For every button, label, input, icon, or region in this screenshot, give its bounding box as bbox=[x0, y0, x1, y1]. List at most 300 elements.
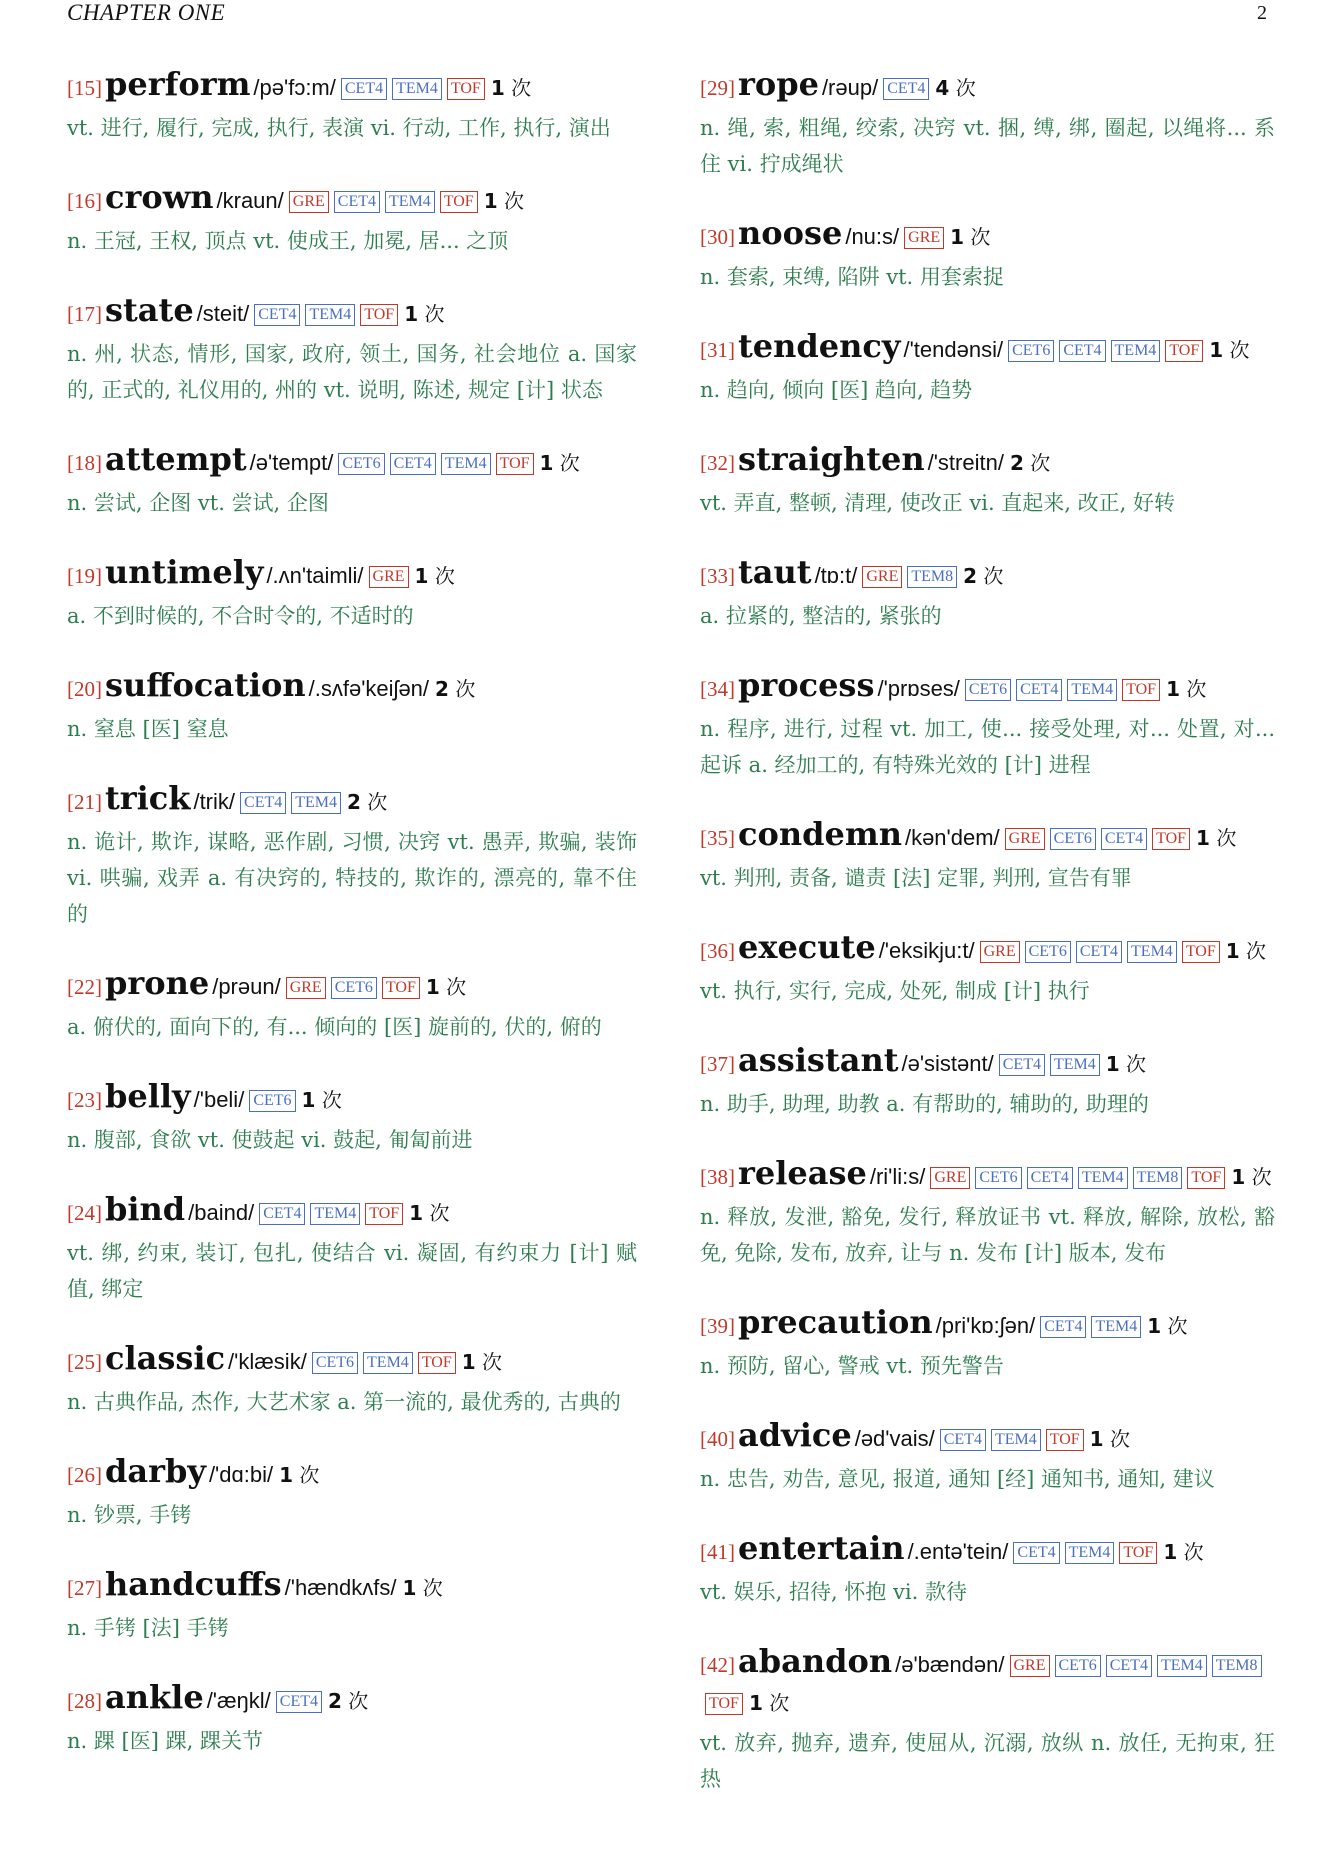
headword: precaution bbox=[738, 1303, 933, 1341]
chapter-title: CHAPTER ONE bbox=[67, 0, 226, 25]
count-unit: 次 bbox=[1109, 1427, 1130, 1451]
entry-index: [23] bbox=[67, 1088, 102, 1112]
headword: belly bbox=[105, 1077, 191, 1115]
occurrence-count bbox=[347, 790, 387, 814]
headword: taut bbox=[738, 553, 812, 591]
vocab-entry bbox=[700, 215, 1275, 295]
entry-index: [37] bbox=[700, 1052, 735, 1076]
phonetic: /'prɒses/ bbox=[877, 676, 960, 701]
entry-headline bbox=[700, 1304, 1275, 1346]
exam-tag: TEM4 bbox=[392, 78, 442, 100]
vocab-entry bbox=[67, 965, 637, 1045]
vocab-entry bbox=[700, 554, 1275, 634]
exam-tag: TEM4 bbox=[991, 1429, 1041, 1451]
exam-tag: TOF bbox=[440, 191, 478, 213]
phonetic: /steit/ bbox=[196, 301, 250, 326]
phonetic: /'streitn/ bbox=[927, 450, 1004, 475]
entry-headline bbox=[67, 1566, 637, 1608]
headword: condemn bbox=[738, 815, 902, 853]
count-number: 1 bbox=[461, 1350, 476, 1374]
exam-tag: GRE bbox=[930, 1167, 970, 1189]
entry-headline bbox=[700, 215, 1275, 257]
entry-index: [38] bbox=[700, 1165, 735, 1189]
count-unit: 次 bbox=[455, 677, 476, 701]
exam-tag: TOF bbox=[1119, 1542, 1157, 1564]
vocab-entry bbox=[700, 328, 1275, 408]
definition: vt. 判刑, 责备, 谴责 [法] 定罪, 判刑, 宣告有罪 bbox=[700, 866, 1132, 890]
entry-headline bbox=[700, 1643, 1275, 1723]
count-unit: 次 bbox=[559, 451, 580, 475]
phonetic: /ə'sistənt/ bbox=[901, 1051, 994, 1076]
exam-tag: TOF bbox=[1122, 679, 1160, 701]
headword: process bbox=[738, 666, 875, 704]
count-number: 1 bbox=[1163, 1540, 1178, 1564]
occurrence-count bbox=[279, 1463, 319, 1487]
exam-tag: TOF bbox=[496, 453, 534, 475]
entry-headline bbox=[67, 1078, 637, 1120]
count-unit: 次 bbox=[1216, 826, 1237, 850]
occurrence-count bbox=[1090, 1427, 1130, 1451]
occurrence-count bbox=[1147, 1314, 1187, 1338]
entry-index: [27] bbox=[67, 1576, 102, 1600]
occurrence-count bbox=[409, 1201, 449, 1225]
vocab-entry bbox=[67, 179, 637, 259]
headword: noose bbox=[738, 214, 843, 252]
exam-tag: GRE bbox=[289, 191, 329, 213]
entry-index: [35] bbox=[700, 826, 735, 850]
headword: untimely bbox=[105, 553, 264, 591]
exam-tag: TOF bbox=[418, 1352, 456, 1374]
definition: a. 不到时候的, 不合时令的, 不适时的 bbox=[67, 604, 414, 628]
exam-tag: TEM4 bbox=[385, 191, 435, 213]
entry-headline bbox=[67, 1191, 637, 1233]
vocab-entry bbox=[67, 1340, 637, 1420]
vocab-entry bbox=[700, 1530, 1275, 1610]
entry-headline bbox=[67, 554, 637, 596]
exam-tag: CET4 bbox=[1013, 1542, 1059, 1564]
count-number: 1 bbox=[1231, 1165, 1246, 1189]
vocab-entry bbox=[67, 667, 637, 747]
definition: vt. 弄直, 整顿, 清理, 使改正 vi. 直起来, 改正, 好转 bbox=[700, 491, 1176, 515]
entry-headline bbox=[700, 929, 1275, 971]
exam-tag: CET4 bbox=[1040, 1316, 1086, 1338]
definition: vt. 绑, 约束, 装订, 包扎, 使结合 vi. 凝固, 有约束力 [计] 赋值, 绑定 bbox=[67, 1241, 637, 1301]
count-unit: 次 bbox=[1126, 1052, 1147, 1076]
occurrence-count bbox=[1209, 338, 1249, 362]
vocab-entry bbox=[700, 816, 1275, 896]
exam-tag: CET4 bbox=[259, 1203, 305, 1225]
entry-headline bbox=[700, 441, 1275, 483]
exam-tag: CET6 bbox=[1050, 828, 1096, 850]
count-number: 1 bbox=[1089, 1427, 1104, 1451]
count-number: 1 bbox=[1147, 1314, 1162, 1338]
headword: ankle bbox=[105, 1678, 204, 1716]
occurrence-count bbox=[462, 1350, 502, 1374]
exam-tag: GRE bbox=[1005, 828, 1045, 850]
exam-tag: CET6 bbox=[975, 1167, 1021, 1189]
occurrence-count bbox=[1226, 939, 1266, 963]
exam-tag: CET4 bbox=[1076, 941, 1122, 963]
exam-tag: CET4 bbox=[940, 1429, 986, 1451]
definition: n. 助手, 助理, 助教 a. 有帮助的, 辅助的, 助理的 bbox=[700, 1092, 1149, 1116]
exam-tag: GRE bbox=[369, 566, 409, 588]
definition: n. 窒息 [医] 窒息 bbox=[67, 717, 229, 741]
vocab-entry bbox=[700, 667, 1275, 783]
headword: handcuffs bbox=[105, 1565, 282, 1603]
entry-index: [24] bbox=[67, 1201, 102, 1225]
entry-index: [18] bbox=[67, 451, 102, 475]
headword: classic bbox=[105, 1339, 226, 1377]
definition: n. 程序, 进行, 过程 vt. 加工, 使... 接受处理, 对... 处置, 对... 起诉 a. 经加工的, 有特殊光效的 [计] 进程 bbox=[700, 717, 1275, 777]
entry-headline bbox=[700, 1042, 1275, 1084]
exam-tag: CET4 bbox=[1027, 1167, 1073, 1189]
count-unit: 次 bbox=[955, 76, 976, 100]
entry-headline bbox=[67, 780, 637, 822]
definition: n. 尝试, 企图 vt. 尝试, 企图 bbox=[67, 491, 329, 515]
exam-tag: CET4 bbox=[341, 78, 387, 100]
vocab-entry bbox=[67, 1191, 637, 1307]
headword: crown bbox=[105, 178, 214, 216]
exam-tag: CET4 bbox=[1016, 679, 1062, 701]
entry-headline bbox=[67, 66, 637, 108]
page-number: 2 bbox=[1257, 2, 1267, 24]
entry-index: [42] bbox=[700, 1653, 735, 1677]
entry-headline bbox=[67, 1340, 637, 1382]
exam-tag: GRE bbox=[862, 566, 902, 588]
definition: vt. 进行, 履行, 完成, 执行, 表演 vi. 行动, 工作, 执行, 演出 bbox=[67, 116, 611, 140]
entry-index: [31] bbox=[700, 338, 735, 362]
occurrence-count bbox=[1163, 1540, 1203, 1564]
headword: perform bbox=[105, 65, 251, 103]
phonetic: /pə'fɔ:m/ bbox=[253, 75, 336, 100]
phonetic: /prəun/ bbox=[212, 974, 281, 999]
headword: prone bbox=[105, 964, 210, 1002]
exam-tag: CET6 bbox=[249, 1090, 295, 1112]
count-number: 1 bbox=[402, 1576, 417, 1600]
count-number: 1 bbox=[414, 564, 429, 588]
phonetic: /'æŋkl/ bbox=[206, 1688, 271, 1713]
entry-index: [36] bbox=[700, 939, 735, 963]
count-number: 1 bbox=[301, 1088, 316, 1112]
entry-index: [28] bbox=[67, 1689, 102, 1713]
entry-index: [34] bbox=[700, 677, 735, 701]
count-number: 1 bbox=[409, 1201, 424, 1225]
count-number: 1 bbox=[1225, 939, 1240, 963]
exam-tag: TEM8 bbox=[907, 566, 957, 588]
exam-tag: TOF bbox=[1182, 941, 1220, 963]
count-unit: 次 bbox=[1167, 1314, 1188, 1338]
entry-index: [41] bbox=[700, 1540, 735, 1564]
occurrence-count bbox=[404, 302, 444, 326]
headword: advice bbox=[738, 1416, 852, 1454]
phonetic: /.ʌn'taimli/ bbox=[266, 563, 364, 588]
phonetic: /tɒ:t/ bbox=[814, 563, 858, 588]
count-unit: 次 bbox=[1251, 1165, 1272, 1189]
page-header bbox=[67, 0, 1267, 30]
count-number: 1 bbox=[1166, 677, 1180, 701]
exam-tag: TEM4 bbox=[1050, 1054, 1100, 1076]
definition: n. 钞票, 手铐 bbox=[67, 1503, 192, 1527]
entry-index: [32] bbox=[700, 451, 735, 475]
exam-tag: TEM4 bbox=[1065, 1542, 1115, 1564]
exam-tag: GRE bbox=[980, 941, 1020, 963]
exam-tag: TEM4 bbox=[1111, 340, 1161, 362]
exam-tag: CET4 bbox=[999, 1054, 1045, 1076]
definition: n. 古典作品, 杰作, 大艺术家 a. 第一流的, 最优秀的, 古典的 bbox=[67, 1390, 621, 1414]
exam-tag: GRE bbox=[286, 977, 326, 999]
exam-tag: TEM8 bbox=[1212, 1655, 1262, 1677]
occurrence-count bbox=[749, 1691, 789, 1715]
count-number: 1 bbox=[425, 975, 440, 999]
occurrence-count bbox=[491, 76, 531, 100]
count-number: 2 bbox=[328, 1689, 342, 1713]
entry-index: [16] bbox=[67, 189, 102, 213]
occurrence-count bbox=[415, 564, 455, 588]
definition: n. 州, 状态, 情形, 国家, 政府, 领土, 国务, 社会地位 a. 国家的, 正式的, 礼仪用的, 州的 vt. 说明, 陈述, 规定 [计] 状态 bbox=[67, 342, 637, 402]
entry-headline bbox=[67, 667, 637, 709]
count-unit: 次 bbox=[1229, 338, 1250, 362]
phonetic: /ə'tempt/ bbox=[249, 450, 334, 475]
occurrence-count bbox=[1231, 1165, 1271, 1189]
exam-tag: TEM4 bbox=[310, 1203, 360, 1225]
definition: n. 腹部, 食欲 vt. 使鼓起 vi. 鼓起, 匍匐前进 bbox=[67, 1128, 473, 1152]
entry-headline bbox=[67, 1679, 637, 1721]
count-unit: 次 bbox=[299, 1463, 320, 1487]
exam-tag: CET6 bbox=[1025, 941, 1071, 963]
exam-tag: GRE bbox=[1010, 1655, 1050, 1677]
phonetic: /baind/ bbox=[188, 1200, 255, 1225]
count-unit: 次 bbox=[321, 1088, 342, 1112]
vocab-entry bbox=[67, 1566, 637, 1646]
vocab-entry bbox=[67, 1679, 637, 1759]
phonetic: /'hændkʌfs/ bbox=[284, 1575, 397, 1600]
headword: entertain bbox=[738, 1529, 905, 1567]
count-number: 2 bbox=[1009, 451, 1024, 475]
count-unit: 次 bbox=[983, 564, 1004, 588]
exam-tag: CET4 bbox=[1106, 1655, 1152, 1677]
entry-index: [22] bbox=[67, 975, 102, 999]
entry-headline bbox=[700, 816, 1275, 858]
count-number: 1 bbox=[748, 1691, 763, 1715]
vocab-entry bbox=[67, 780, 637, 932]
occurrence-count bbox=[426, 975, 466, 999]
definition: n. 踝 [医] 踝, 踝关节 bbox=[67, 1729, 263, 1753]
vocab-entry bbox=[700, 1417, 1275, 1497]
vocab-entry bbox=[700, 1042, 1275, 1122]
occurrence-count bbox=[1010, 451, 1050, 475]
entry-headline bbox=[67, 179, 637, 221]
count-unit: 次 bbox=[1186, 677, 1207, 701]
exam-tag: TEM4 bbox=[305, 304, 355, 326]
entry-headline bbox=[700, 667, 1275, 709]
definition: n. 预防, 留心, 警戒 vt. 预先警告 bbox=[700, 1354, 1004, 1378]
count-unit: 次 bbox=[970, 225, 991, 249]
entry-index: [26] bbox=[67, 1463, 102, 1487]
exam-tag: TOF bbox=[447, 78, 485, 100]
count-number: 1 bbox=[539, 451, 554, 475]
entry-index: [30] bbox=[700, 225, 735, 249]
headword: trick bbox=[105, 779, 191, 817]
definition: n. 释放, 发泄, 豁免, 发行, 释放证书 vt. 释放, 解除, 放松, 豁免, 免除, 发布, 放弃, 让与 n. 发布 [计] 版本, 发布 bbox=[700, 1205, 1275, 1265]
definition: a. 拉紧的, 整洁的, 紧张的 bbox=[700, 604, 942, 628]
vocab-entry bbox=[67, 1453, 637, 1533]
vocab-entry bbox=[700, 1643, 1275, 1797]
vocab-entry bbox=[700, 441, 1275, 521]
phonetic: /rəup/ bbox=[821, 75, 879, 100]
definition: a. 俯伏的, 面向下的, 有... 倾向的 [医] 旋前的, 伏的, 俯的 bbox=[67, 1015, 602, 1039]
definition: vt. 娱乐, 招待, 怀抱 vi. 款待 bbox=[700, 1580, 967, 1604]
definition: n. 诡计, 欺诈, 谋略, 恶作剧, 习惯, 决窍 vt. 愚弄, 欺骗, 装饰 vi. 哄骗, 戏弄 a. 有决窍的, 特技的, 欺诈的, 漂亮的, 靠不住的 bbox=[67, 830, 637, 926]
definition: n. 手铐 [法] 手铐 bbox=[67, 1616, 229, 1640]
headword: release bbox=[738, 1154, 867, 1192]
count-unit: 次 bbox=[511, 76, 532, 100]
exam-tag: CET6 bbox=[965, 679, 1011, 701]
count-unit: 次 bbox=[1030, 451, 1051, 475]
headword: bind bbox=[105, 1190, 186, 1228]
count-number: 4 bbox=[935, 76, 950, 100]
entry-headline bbox=[67, 292, 637, 334]
vocab-entry bbox=[67, 66, 637, 146]
exam-tag: TEM4 bbox=[1127, 941, 1177, 963]
count-unit: 次 bbox=[1183, 1540, 1204, 1564]
entry-index: [17] bbox=[67, 302, 102, 326]
occurrence-count bbox=[435, 677, 475, 701]
entry-index: [40] bbox=[700, 1427, 735, 1451]
count-number: 1 bbox=[950, 225, 965, 249]
entry-index: [29] bbox=[700, 76, 735, 100]
headword: darby bbox=[105, 1452, 206, 1490]
exam-tag: CET4 bbox=[883, 78, 929, 100]
occurrence-count bbox=[484, 189, 524, 213]
phonetic: /.sʌfə'keiʃən/ bbox=[308, 676, 430, 701]
phonetic: /'eksikju:t/ bbox=[878, 938, 975, 963]
exam-tag: TOF bbox=[1152, 828, 1190, 850]
exam-tag: CET6 bbox=[1008, 340, 1054, 362]
exam-tag: TEM4 bbox=[1078, 1167, 1128, 1189]
exam-tag: TEM4 bbox=[291, 792, 341, 814]
exam-tag: CET4 bbox=[334, 191, 380, 213]
phonetic: /'dɑ:bi/ bbox=[208, 1462, 274, 1487]
definition: vt. 执行, 实行, 完成, 处死, 制成 [计] 执行 bbox=[700, 979, 1090, 1003]
vocab-entry bbox=[700, 929, 1275, 1009]
entry-index: [39] bbox=[700, 1314, 735, 1338]
headword: tendency bbox=[738, 327, 901, 365]
count-unit: 次 bbox=[434, 564, 455, 588]
count-number: 1 bbox=[483, 189, 498, 213]
headword: suffocation bbox=[105, 666, 306, 704]
headword: attempt bbox=[105, 440, 247, 478]
occurrence-count bbox=[302, 1088, 342, 1112]
vocab-entry bbox=[67, 441, 637, 521]
entry-index: [33] bbox=[700, 564, 735, 588]
phonetic: /'tendənsi/ bbox=[903, 337, 1004, 362]
phonetic: /pri'kɒ:ʃən/ bbox=[935, 1313, 1036, 1338]
exam-tag: TOF bbox=[1187, 1167, 1225, 1189]
phonetic: /ri'li:s/ bbox=[869, 1164, 926, 1189]
occurrence-count bbox=[402, 1576, 442, 1600]
vocab-entry bbox=[700, 66, 1275, 182]
exam-tag: CET6 bbox=[312, 1352, 358, 1374]
count-unit: 次 bbox=[424, 302, 445, 326]
left-column bbox=[67, 66, 637, 1792]
vocab-entry bbox=[67, 1078, 637, 1158]
occurrence-count bbox=[963, 564, 1003, 588]
exam-tag: TOF bbox=[705, 1693, 743, 1715]
count-unit: 次 bbox=[1246, 939, 1267, 963]
definition: n. 忠告, 劝告, 意见, 报道, 通知 [经] 通知书, 通知, 建议 bbox=[700, 1467, 1215, 1491]
count-unit: 次 bbox=[482, 1350, 503, 1374]
definition: n. 套索, 束缚, 陷阱 vt. 用套索捉 bbox=[700, 265, 1004, 289]
phonetic: /ə'bændən/ bbox=[895, 1652, 1005, 1677]
exam-tag: TEM4 bbox=[1067, 679, 1117, 701]
right-column bbox=[700, 66, 1275, 1830]
exam-tag: GRE bbox=[904, 227, 944, 249]
count-unit: 次 bbox=[446, 975, 467, 999]
phonetic: /'klæsik/ bbox=[228, 1349, 307, 1374]
vocab-entry bbox=[67, 554, 637, 634]
count-number: 1 bbox=[490, 76, 505, 100]
exam-tag: TOF bbox=[360, 304, 398, 326]
entry-headline bbox=[700, 1530, 1275, 1572]
entry-index: [19] bbox=[67, 564, 102, 588]
entry-index: [21] bbox=[67, 790, 102, 814]
vocab-entry bbox=[700, 1155, 1275, 1271]
count-unit: 次 bbox=[769, 1691, 790, 1715]
count-number: 1 bbox=[279, 1463, 293, 1487]
exam-tag: TEM8 bbox=[1133, 1167, 1183, 1189]
exam-tag: CET4 bbox=[390, 453, 436, 475]
entry-headline bbox=[67, 1453, 637, 1495]
count-number: 1 bbox=[1105, 1052, 1120, 1076]
exam-tag: TEM4 bbox=[441, 453, 491, 475]
phonetic: /kən'dem/ bbox=[904, 825, 1000, 850]
phonetic: /kraun/ bbox=[216, 188, 284, 213]
count-unit: 次 bbox=[503, 189, 524, 213]
exam-tag: CET4 bbox=[276, 1691, 322, 1713]
count-number: 2 bbox=[963, 564, 978, 588]
occurrence-count bbox=[935, 76, 975, 100]
count-number: 1 bbox=[404, 302, 419, 326]
definition: n. 趋向, 倾向 [医] 趋向, 趋势 bbox=[700, 378, 973, 402]
headword: execute bbox=[738, 928, 876, 966]
occurrence-count bbox=[328, 1689, 368, 1713]
occurrence-count bbox=[1196, 826, 1236, 850]
phonetic: /'beli/ bbox=[193, 1087, 245, 1112]
exam-tag: CET4 bbox=[1101, 828, 1147, 850]
exam-tag: TOF bbox=[365, 1203, 403, 1225]
exam-tag: TEM4 bbox=[1157, 1655, 1207, 1677]
vocab-entry bbox=[67, 292, 637, 408]
exam-tag: CET4 bbox=[240, 792, 286, 814]
phonetic: /əd'vais/ bbox=[854, 1426, 935, 1451]
definition: n. 绳, 索, 粗绳, 绞索, 决窍 vt. 捆, 缚, 绑, 圈起, 以绳将... 系住 vi. 拧成绳状 bbox=[700, 116, 1275, 176]
entry-index: [15] bbox=[67, 76, 102, 100]
exam-tag: TOF bbox=[1165, 340, 1203, 362]
count-unit: 次 bbox=[429, 1201, 450, 1225]
occurrence-count bbox=[1166, 677, 1206, 701]
entry-headline bbox=[67, 441, 637, 483]
entry-index: [20] bbox=[67, 677, 102, 701]
headword: straighten bbox=[738, 440, 925, 478]
count-unit: 次 bbox=[422, 1576, 443, 1600]
headword: rope bbox=[738, 65, 819, 103]
exam-tag: TEM4 bbox=[363, 1352, 413, 1374]
count-unit: 次 bbox=[367, 790, 388, 814]
exam-tag: CET4 bbox=[254, 304, 300, 326]
count-number: 2 bbox=[435, 677, 449, 701]
vocab-entry bbox=[700, 1304, 1275, 1384]
definition: n. 王冠, 王权, 顶点 vt. 使成王, 加冕, 居... 之顶 bbox=[67, 229, 509, 253]
